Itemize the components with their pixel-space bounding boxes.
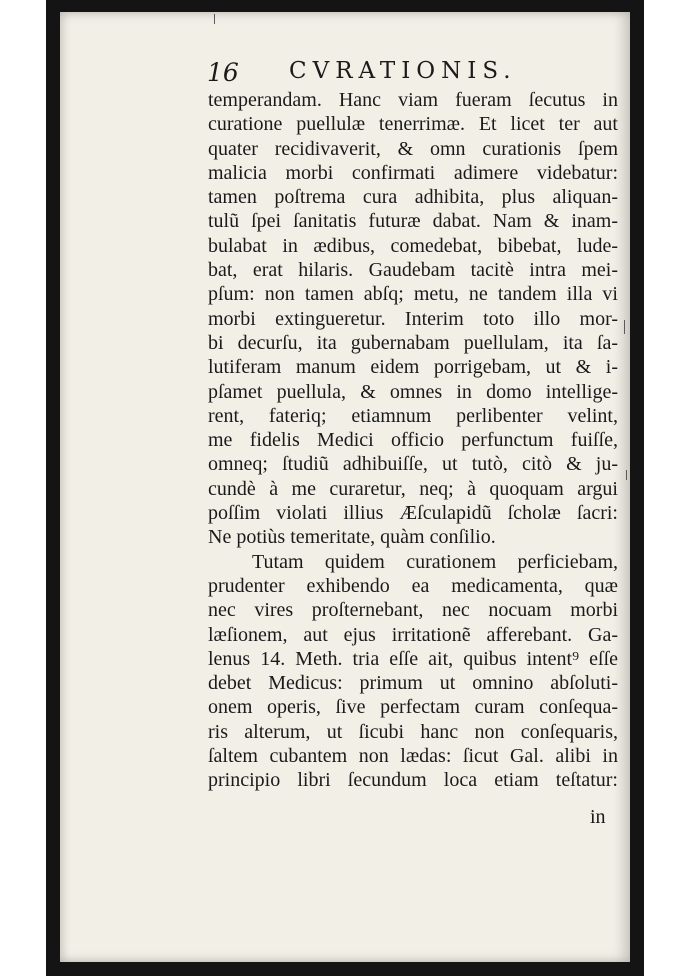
text-line: onem operis, ſive perfectam curam conſequa-: [208, 696, 618, 719]
text-line: pſamet puellula, & omnes in domo intellige-: [208, 380, 618, 403]
text-line: ſaltem cubantem non lædas: ſicut Gal. alibi in: [208, 745, 618, 768]
body-text: [208, 88, 618, 793]
scan-mark: [624, 320, 625, 334]
paragraph-1: [208, 88, 618, 550]
text-line: ris alterum, ut ſicubi hanc non conſequaris,: [208, 720, 618, 743]
scan-mark: [214, 14, 215, 24]
text-line: bulabat in ædibus, comedebat, bibebat, lude-: [208, 234, 618, 257]
text-line: malicia morbi confirmati adimere videbatur:: [208, 161, 618, 184]
text-line: nec vires proſternebant, nec nocuam morbi: [208, 599, 618, 622]
text-line: bi decurſu, ita gubernabam puellulam, ita ſa-: [208, 331, 618, 354]
text-line: debet Medicus: primum ut omnino abſoluti-: [208, 672, 618, 695]
text-line: Ne potiùs temeritate, quàm conſilio.: [208, 526, 496, 549]
text-line: tamen poſtrema cura adhibita, plus aliquan-: [208, 186, 618, 209]
paragraph-2: [208, 550, 618, 793]
text-line: curatione puellulæ tenerrimæ. Et licet ter aut: [208, 113, 618, 136]
text-line: poſſim violati illius Æſculapidũ ſcholæ ſacri:: [208, 502, 618, 525]
text-line: tulũ ſpei ſanitatis futuræ dabat. Nam & inam-: [208, 210, 618, 233]
text-line: pſum: non tamen abſq; metu, ne tandem illa vi: [208, 283, 618, 306]
text-line: principio libri ſecundum loca etiam teſtatur:: [208, 769, 618, 792]
text-line: me fidelis Medici officio perfunctum fuiſſe,: [208, 429, 618, 452]
catchword: in: [590, 806, 606, 828]
text-line: Tutam quidem curationem perficiebam,: [252, 550, 618, 573]
text-line: quater recidivaverit, & omn curationis ſpem: [208, 137, 618, 160]
running-head: CVRATIONIS.: [289, 58, 517, 84]
text-line: omneq; ſtudiũ adhibuiſſe, ut tutò, citò & ju-: [208, 453, 618, 476]
text-line: morbi extingueretur. Interim toto illo mor-: [208, 307, 618, 330]
text-line: læſionem, aut ejus irritationẽ afferebant. Ga-: [208, 623, 618, 646]
text-line: cundè à me curaretur, neq; à quoquam argui: [208, 477, 618, 500]
text-line: lutiferam manum eidem porrigebam, ut & i-: [208, 356, 618, 379]
text-line: lenus 14. Meth. tria eſſe ait, quibus intent⁹ eſſe: [208, 647, 618, 670]
text-line: rent, fateriq; etiamnum perlibenter velint,: [208, 404, 618, 427]
scan-mark: [626, 470, 627, 480]
text-line: temperandam. Hanc viam fueram ſecutus in: [208, 89, 618, 111]
page-header: [207, 56, 617, 90]
text-line: prudenter exhibendo ea medicamenta, quæ: [208, 574, 618, 597]
text-line: bat, erat hilaris. Gaudebam tacitè intra mei-: [208, 259, 618, 282]
page-number: 16: [207, 58, 239, 87]
